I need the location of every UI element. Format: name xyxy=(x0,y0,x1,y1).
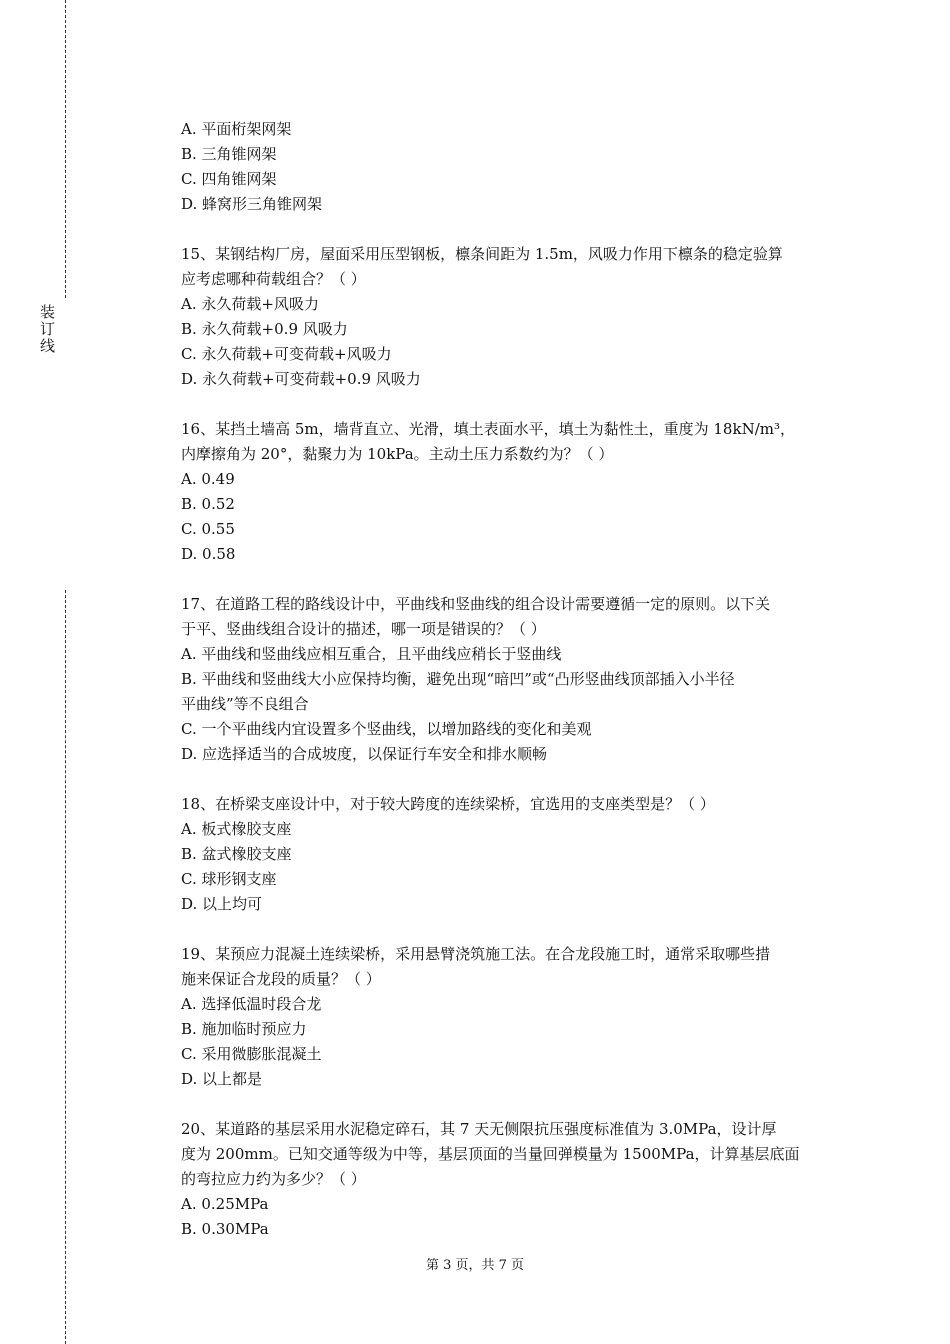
question-stem: 16、某挡土墙高 5m，墙背直立、光滑，填土表面水平，填土为黏性土，重度为 18kN/m³， xyxy=(181,420,795,438)
option-b: B. 盆式橡胶支座 xyxy=(181,845,292,863)
option-b: B. 施加临时预应力 xyxy=(181,1020,307,1038)
question-16 xyxy=(181,417,841,567)
exam-content xyxy=(181,117,841,1267)
binding-line-bottom xyxy=(65,590,66,1344)
question-stem: 施来保证合龙段的质量？（ ） xyxy=(181,970,381,988)
option-b-continued: 平曲线”等不良组合 xyxy=(181,695,309,713)
option-c: C. 采用微膨胀混凝土 xyxy=(181,1045,322,1063)
option-a: A. 选择低温时段合龙 xyxy=(181,995,322,1013)
option-a: A. 平面桁架网架 xyxy=(181,120,292,138)
binding-line-top xyxy=(65,0,66,298)
option-d: D. 蜂窝形三角锥网架 xyxy=(181,195,323,213)
option-b: B. 0.52 xyxy=(181,495,235,513)
question-15 xyxy=(181,242,841,392)
option-d: D. 永久荷载+可变荷载+0.9 风吸力 xyxy=(181,370,421,388)
option-b: B. 三角锥网架 xyxy=(181,145,277,163)
question-20 xyxy=(181,1117,841,1242)
question-stem: 的弯拉应力约为多少？（ ） xyxy=(181,1170,366,1188)
option-b: B. 平曲线和竖曲线大小应保持均衡，避免出现“暗凹”或“凸形竖曲线顶部插入小半径 xyxy=(181,670,735,688)
option-b: B. 永久荷载+0.9 风吸力 xyxy=(181,320,348,338)
option-c: C. 一个平曲线内宜设置多个竖曲线，以增加路线的变化和美观 xyxy=(181,720,592,738)
question-14-options xyxy=(181,117,841,217)
option-a: A. 平曲线和竖曲线应相互重合，且平曲线应稍长于竖曲线 xyxy=(181,645,562,663)
option-a: A. 永久荷载+风吸力 xyxy=(181,295,319,313)
question-stem: 内摩擦角为 20°，黏聚力为 10kPa。主动土压力系数约为？（ ） xyxy=(181,445,614,463)
option-a: A. 0.25MPa xyxy=(181,1195,269,1213)
question-19 xyxy=(181,942,841,1092)
option-d: D. 以上均可 xyxy=(181,895,263,913)
option-d: D. 应选择适当的合成坡度，以保证行车安全和排水顺畅 xyxy=(181,745,548,763)
question-stem: 15、某钢结构厂房，屋面采用压型钢板，檩条间距为 1.5m，风吸力作用下檩条的稳定验算 xyxy=(181,245,783,263)
option-c: C. 球形钢支座 xyxy=(181,870,277,888)
option-d: D. 0.58 xyxy=(181,545,236,563)
question-stem: 度为 200mm。已知交通等级为中等，基层顶面的当量回弹模量为 1500MPa，计算基层底面 xyxy=(181,1145,800,1163)
question-18 xyxy=(181,792,841,917)
option-c: C. 四角锥网架 xyxy=(181,170,277,188)
option-c: C. 0.55 xyxy=(181,520,235,538)
option-c: C. 永久荷载+可变荷载+风吸力 xyxy=(181,345,392,363)
option-b: B. 0.30MPa xyxy=(181,1220,269,1238)
question-stem: 18、在桥梁支座设计中，对于较大跨度的连续梁桥，宜选用的支座类型是？（ ） xyxy=(181,795,715,813)
option-a: A. 0.49 xyxy=(181,470,235,488)
option-a: A. 板式橡胶支座 xyxy=(181,820,292,838)
question-stem: 20、某道路的基层采用水泥稳定碎石，其 7 天无侧限抗压强度标准值为 3.0MPa，设计厚 xyxy=(181,1120,777,1138)
question-stem: 17、在道路工程的路线设计中，平曲线和竖曲线的组合设计需要遵循一定的原则。以下关 xyxy=(181,595,771,613)
question-stem: 19、某预应力混凝土连续梁桥，采用悬臂浇筑施工法。在合龙段施工时，通常采取哪些措 xyxy=(181,945,771,963)
question-17 xyxy=(181,592,841,767)
question-stem: 应考虑哪种荷载组合？（ ） xyxy=(181,270,366,288)
question-stem: 于平、竖曲线组合设计的描述，哪一项是错误的？（ ） xyxy=(181,620,546,638)
page-number: 第 3 页，共 7 页 xyxy=(425,1258,525,1273)
binding-label: 装订线 xyxy=(38,304,56,355)
option-d: D. 以上都是 xyxy=(181,1070,263,1088)
